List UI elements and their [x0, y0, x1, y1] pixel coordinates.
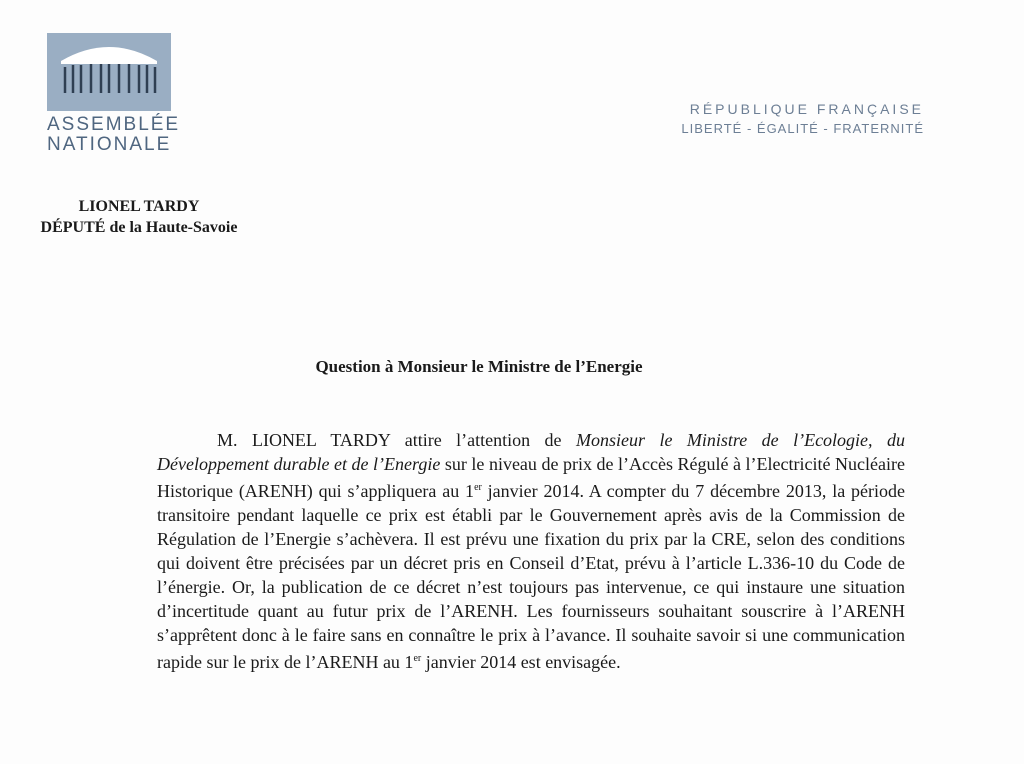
question-body	[157, 428, 905, 674]
deputy-title: DÉPUTÉ de la Haute-Savoie	[40, 219, 238, 236]
superscript-er: er	[474, 482, 482, 493]
question-title: Question à Monsieur le Ministre de l’Energie	[315, 357, 643, 376]
republique-header	[681, 101, 924, 136]
logo-line-1: ASSEMBLÉE	[47, 114, 181, 135]
deputy-block	[22, 196, 256, 238]
minister-name: Monsieur le Ministre de l’Ecologie, du Développement durable et de l’Energie	[157, 430, 905, 474]
hemicycle-emblem-icon	[47, 33, 171, 111]
paragraph-middle: sur le niveau de prix de l’Accès Régulé à l’Electricité Nucléaire Historique (ARENH) qui s’appliquera au 1	[157, 454, 905, 501]
assemblee-nationale-logo	[47, 33, 181, 155]
paragraph-continued: janvier 2014. A compter du 7 décembre 2013, la période transitoire pendant laquelle ce prix est établi par le Gouvernement après avis de la Commission de Régulation de l’Energie s’achèvera. Il est prévu une fixation du prix par la CRE, selon des conditions qui doivent être précisées par un décret pris en Conseil d’Etat, prévu à l’article L.336-10 du Code de l’énergie. Or, la publication de ce décret n’est toujours pas intervenue, ce qui instaure une situation d’incertitude quant au futur prix de l’ARENH. Les fournisseurs souhaitant souscrire à l’ARENH s’apprêtent donc à le faire sans en connaître le prix à l’avance. Il souhaite savoir si une communication rapide sur le prix de l’ARENH au 1	[157, 481, 905, 672]
superscript-er-2: er	[413, 653, 422, 664]
republique-motto: LIBERTÉ - ÉGALITÉ - FRATERNITÉ	[681, 121, 924, 136]
paragraph-end: janvier 2014 est envisagée.	[421, 652, 621, 672]
paragraph-lead: M. LIONEL TARDY attire l’attention de	[217, 430, 576, 450]
republique-title: RÉPUBLIQUE FRANÇAISE	[689, 101, 924, 117]
logo-line-2: NATIONALE	[47, 134, 172, 155]
deputy-name: LIONEL TARDY	[78, 198, 200, 215]
question-paragraph	[157, 428, 905, 674]
